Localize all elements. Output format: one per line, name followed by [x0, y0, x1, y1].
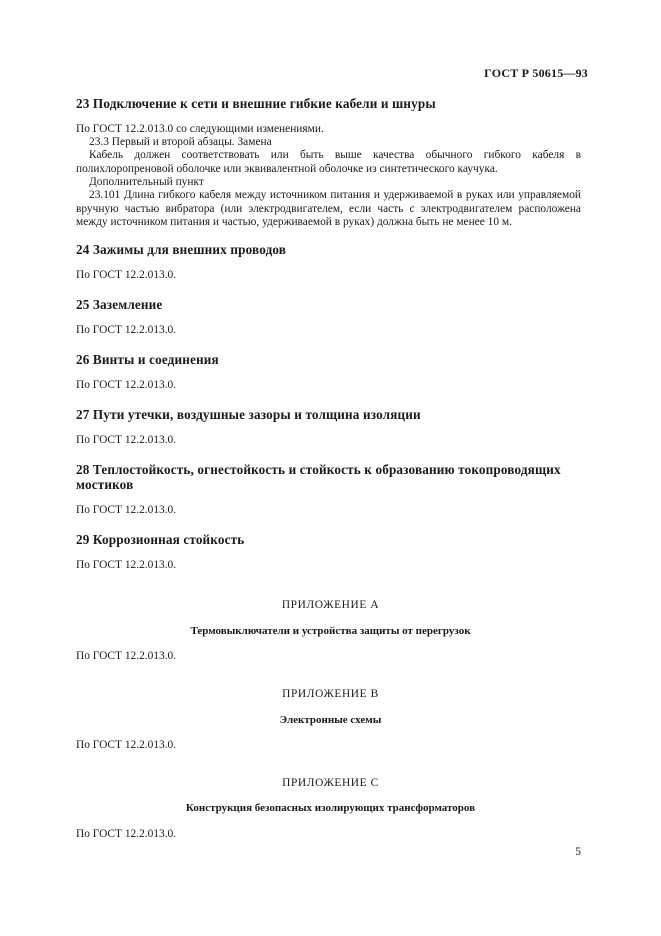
- section-26-heading: 26 Винты и соединения: [76, 352, 219, 367]
- section-25-heading: 25 Заземление: [76, 297, 163, 312]
- section-26-text: По ГОСТ 12.2.013.0.: [76, 379, 177, 391]
- document-code: ГОСТ Р 50615—93: [484, 66, 588, 80]
- section-23-paragraph-1: Кабель должен соответствовать или быть выше качества обычного гибкого кабеля в полихлоропреновой оболочке или эквивалентной оболочке из синтетического каучука.: [76, 149, 581, 175]
- section-27-text: По ГОСТ 12.2.013.0.: [76, 434, 177, 446]
- section-27-heading: 27 Пути утечки, воздушные зазоры и толщина изоляции: [76, 407, 421, 422]
- section-24-heading: 24 Зажимы для внешних проводов: [76, 242, 287, 257]
- appendix-c-text: По ГОСТ 12.2.013.0.: [76, 828, 177, 840]
- additional-clause-label: Дополнительный пункт: [89, 176, 204, 188]
- appendix-a-label: ПРИЛОЖЕНИЕ А: [281, 599, 380, 611]
- clause-23-3: 23.3 Первый и второй абзацы. Замена: [89, 136, 272, 148]
- section-28-heading-line-2: мостиков: [76, 477, 134, 492]
- section-29-heading: 29 Коррозионная стойкость: [76, 532, 245, 547]
- section-25-text: По ГОСТ 12.2.013.0.: [76, 324, 177, 336]
- appendix-a-text: По ГОСТ 12.2.013.0.: [76, 650, 177, 662]
- section-23-heading: 23 Подключение к сети и внешние гибкие кабели и шнуры: [76, 96, 436, 111]
- section-24-text: По ГОСТ 12.2.013.0.: [76, 269, 177, 281]
- appendix-a-title: Термовыключатели и устройства защиты от перегрузок: [190, 625, 471, 637]
- appendix-c-label: ПРИЛОЖЕНИЕ С: [282, 777, 379, 789]
- appendix-b-title: Электронные схемы: [279, 714, 382, 726]
- section-29-text: По ГОСТ 12.2.013.0.: [76, 559, 177, 571]
- appendix-c-title: Конструкция безопасных изолирующих трансформаторов: [185, 802, 476, 814]
- clause-23-101: 23.101 Длина гибкого кабеля между источником питания и удерживаемой в руках или управляемой вручную частью вибратора (или электродвигателем, если часть с электродвигателем расположена между источником питания и частью, удерживаемой в руках) должна быть не менее 10 м.: [76, 189, 581, 228]
- section-28-heading-line-1: 28 Теплостойкость, огнестойкость и стойкость к образованию токопроводящих: [76, 462, 561, 477]
- appendix-b-label: ПРИЛОЖЕНИЕ В: [282, 688, 379, 700]
- appendix-b-text: По ГОСТ 12.2.013.0.: [76, 739, 177, 751]
- section-23-text: По ГОСТ 12.2.013.0 со следующими изменениями.: [76, 123, 324, 135]
- section-28-text: По ГОСТ 12.2.013.0.: [76, 504, 177, 516]
- page-number: 5: [575, 846, 581, 858]
